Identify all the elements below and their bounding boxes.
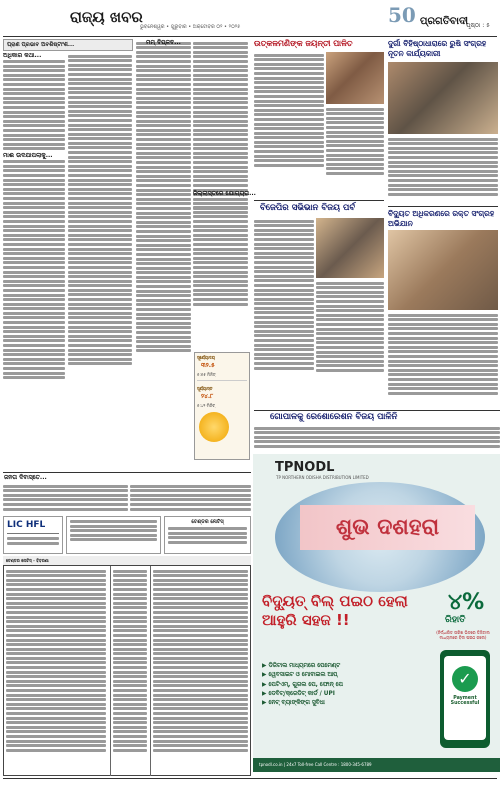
- ad-bullets: [262, 662, 432, 708]
- tender-table-header: ଟେଣ୍ଡର ନୋଟିସ୍ - ବିବରଣୀ: [3, 556, 251, 566]
- left-column-text-2: [68, 53, 132, 473]
- ad-headline: ବିଦ୍ୟୁତ୍ ବିଲ୍ ପଇଠ ହେଲା ଆହୁରି ସହଜ !!: [262, 592, 408, 629]
- story3-text: [3, 483, 128, 513]
- tpnodl-logo-sub: TP NORTHERN ODISHA DISTRIBUTION LIMITED: [276, 475, 369, 480]
- bullet-item: ▶ ଡିଜିଟାଲ ମାଧ୍ୟମରେ ପେମେଣ୍ଟ: [262, 663, 341, 669]
- news-photo-3: [388, 62, 498, 134]
- bullet-item: ▶ ନେଟ୍ ବ୍ୟାଙ୍କିଙ୍ଗ ସୁବିଧା: [262, 700, 325, 707]
- sunrise-temp: ୩୨.୫: [201, 362, 215, 369]
- center-headline-1: ଉତ୍କଳମଣିଙ୍କ ଜୟନ୍ତୀ ପାଳିତ: [254, 39, 353, 48]
- mid-headline-1: ମମ୍ ବିପ୍ଳବ...: [146, 39, 181, 46]
- center-headline-3: ଗୋପାଳକୁ ରେଶୋରେଶନ ବିଜୟ ପାଳିନି: [270, 412, 398, 422]
- dateline: ଭୁବନେଶ୍ୱର • ଗୁରୁବାର • ଅକ୍ଟୋବର ୦୨ • ୨୦୨୫: [140, 24, 241, 30]
- tender-col-3: [153, 568, 248, 773]
- left-banner: ପ୍ରାଣ ପ୍ରଭାବ ଅବଶିଷ୍ଟାଂଶ...: [3, 39, 133, 51]
- tender-col-2: [113, 568, 147, 773]
- story3-headline: ଜନତା ଦିବାସ୍ତେ...: [4, 474, 47, 481]
- page-number: ପୃଷ୍ଠା : ୫: [466, 22, 490, 29]
- center-text-4: [316, 280, 384, 405]
- news-photo-2: [316, 218, 384, 278]
- right-headline-1: ଦୁର୍ଗା ବିହିଷ୍ଠାଧାରାରେ ରୁଷି ସଂଗ୍ରହ ନୂତନ କାର୍ଯ୍ୟକାରୀ: [388, 39, 487, 58]
- tpnodl-logo: TPNODL: [275, 460, 335, 475]
- center-text-5: [254, 425, 500, 451]
- mid-column-text: [136, 40, 191, 470]
- news-photo-4: [388, 230, 498, 310]
- center-text-2: [326, 106, 384, 198]
- tender-col-1: [6, 568, 106, 773]
- weather-box: ସୂର୍ଯ୍ୟୋଦୟ ୩୨.୫ ୫:୫୫ ମିନିଟ୍ ସୂର୍ଯ୍ୟାସ୍ତ ୨୪.୮ ୫:୪୨ ମିନିଟ୍: [194, 352, 250, 460]
- news-photo-1: [326, 52, 384, 104]
- section-title: ରାଜ୍ୟ ଖବର: [70, 8, 143, 26]
- sunset-temp: ୨୪.୮: [201, 393, 214, 400]
- lic-logo: LIC HFL: [7, 520, 46, 530]
- center-text-3: [254, 218, 314, 408]
- story3-text-2: [130, 483, 251, 513]
- center-text-1: [254, 52, 324, 197]
- ad-footer: tpnodl.co.in | 24x7 Toll-free Call Centre : 1800-345-6789: [253, 758, 500, 772]
- right-headline-2: ବିଦ୍ୟୁତ ଅଧିକରଣରେ ରକ୍ତ ସଂଗ୍ରହ ଅଭିଯାନ: [388, 209, 495, 228]
- story2-headline: ମାଈ ଉଦଯାପଲାକୁ...: [3, 152, 53, 160]
- mid-headline-2: ଜିଲ୍ଲାସ୍ତରେ ଯୋଗ୍ୟତା...: [193, 190, 256, 197]
- rebate-note: (ନିର୍ଦ୍ଧାରିତ ତାରିଖ ଭିତରେ ଡିଜିଟାଲ ମାଧ୍ୟମରେ ବିଲ ପଇଠ କଲେ): [436, 630, 490, 640]
- right-text-2: [388, 312, 498, 407]
- lic-ad: [3, 516, 63, 554]
- bullet-item: ▶ ୱେବସାଇଟ ଓ ମୋବାଇଲ ଆପ୍: [262, 672, 338, 679]
- left-column-text: [3, 53, 65, 473]
- rebate-label: ରିହାତି: [445, 615, 466, 625]
- notice-box-2: ଟେଣ୍ଡର ନୋଟିସ୍: [164, 516, 251, 554]
- masthead: [0, 0, 500, 36]
- header-rule: [3, 36, 497, 37]
- story1-headline: ଅଧିକାର କଥା...: [3, 53, 42, 59]
- check-icon: ✓: [452, 666, 478, 692]
- notice-box-1: [66, 516, 161, 554]
- sun-icon: [199, 412, 229, 442]
- greeting-banner: ଶୁଭ ଦଶହରା: [300, 505, 475, 550]
- payment-success-text: Payment Successful: [450, 696, 480, 706]
- newspaper-name: ପ୍ରଗତିବାଦୀ: [420, 16, 469, 27]
- right-text-1: [388, 136, 498, 204]
- mid-column-text-3: [193, 200, 248, 350]
- anniversary-logo: 50: [388, 3, 416, 27]
- bullet-item: ▶ ପେଟିଏମ୍, ଗୁଗଲ ପେ, ଫୋନ୍ ପେ: [262, 681, 343, 688]
- rebate-percent: ୪%: [448, 590, 485, 615]
- center-headline-2: ବିଜେପିର ସଭିଭାନ ବିଜୟ ପର୍ବ: [260, 203, 356, 213]
- bullet-item: ▶ ଡେବିଟ୍/କ୍ରେଡିଟ୍ କାର୍ଡ / UPI: [262, 690, 335, 697]
